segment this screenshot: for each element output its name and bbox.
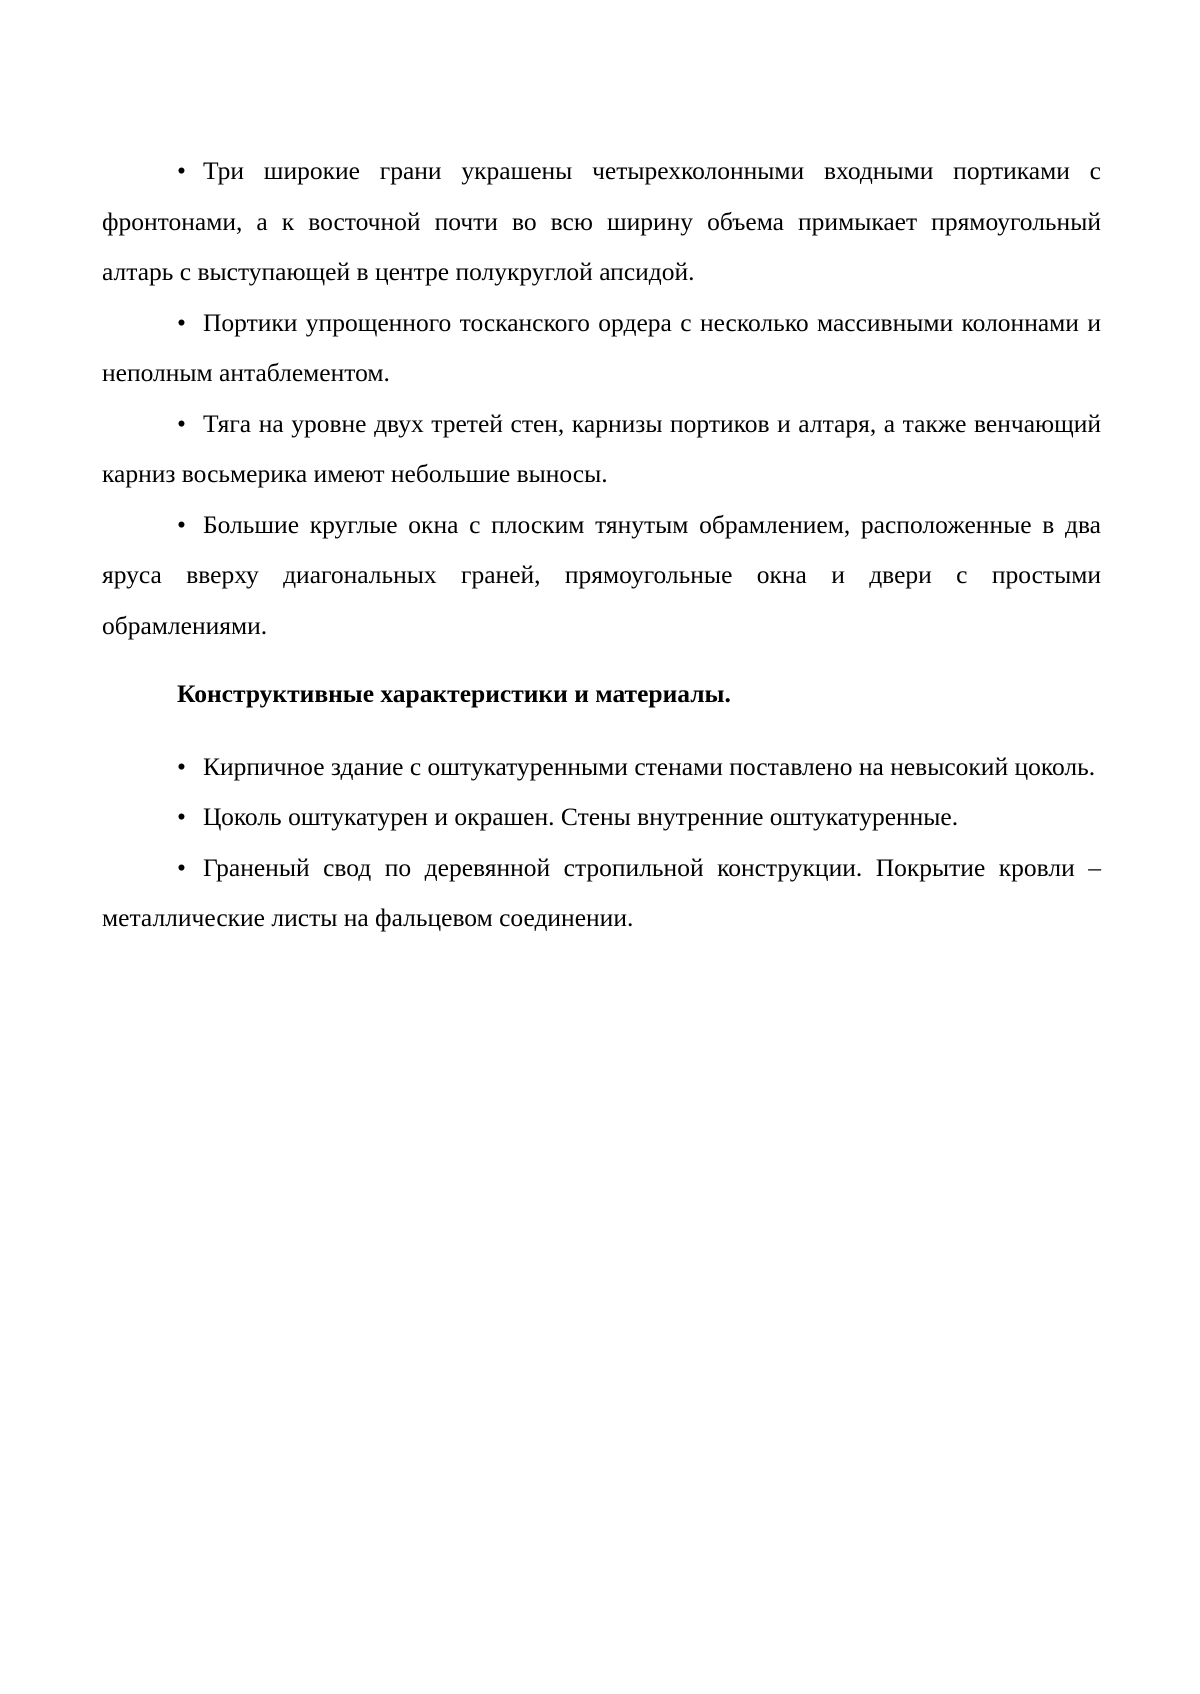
construction-materials-list: [102, 742, 1101, 944]
list-item-text: Кирпичное здание с оштукатуренными стенами поставлено на невысокий цоколь.: [203, 751, 1096, 781]
list-item: [102, 298, 1101, 399]
list-item-text: Большие круглые окна с плоским тянутым обрамлением, расположенные в два яруса вверху диагональных граней, прямоугольные окна и двери с простыми обрамлениями.: [102, 509, 1101, 640]
section-heading: Конструктивные характеристики и материалы.: [177, 679, 731, 708]
bullet-icon: •: [177, 852, 186, 882]
list-item: [102, 843, 1101, 944]
list-item: [102, 742, 1101, 793]
list-item-text: Тяга на уровне двух третей стен, карнизы портиков и алтаря, а также венчающий карниз восьмерика имеют небольшие выносы.: [102, 408, 1101, 488]
list-item-text: Три широкие грани украшены четырехколонными входными портиками с фронтонами, а к восточной почти во всю ширину объема примыкает прямоугольный алтарь с выступающей в центре полукруглой апсидой.: [102, 156, 1101, 286]
list-item: [102, 146, 1101, 298]
architectural-features-list: [102, 146, 1101, 651]
bullet-icon: •: [177, 509, 186, 539]
bullet-icon: •: [177, 802, 186, 831]
document-body: [102, 146, 1101, 944]
bullet-icon: •: [177, 307, 186, 337]
bullet-icon: •: [177, 408, 186, 438]
list-item-text: Портики упрощенного тосканского ордера с несколько массивными колоннами и неполным антаблементом.: [102, 307, 1101, 387]
list-item-text: Цоколь оштукатурен и окрашен. Стены внутренние оштукатуренные.: [203, 802, 959, 831]
list-item: [102, 500, 1101, 652]
bullet-icon: •: [177, 156, 186, 185]
list-item: [102, 792, 1101, 843]
list-item-text: Граненый свод по деревянной стропильной конструкции. Покрытие кровли – металлические листы на фальцевом соединении.: [102, 852, 1101, 932]
list-item: [102, 399, 1101, 500]
bullet-icon: •: [177, 751, 186, 781]
